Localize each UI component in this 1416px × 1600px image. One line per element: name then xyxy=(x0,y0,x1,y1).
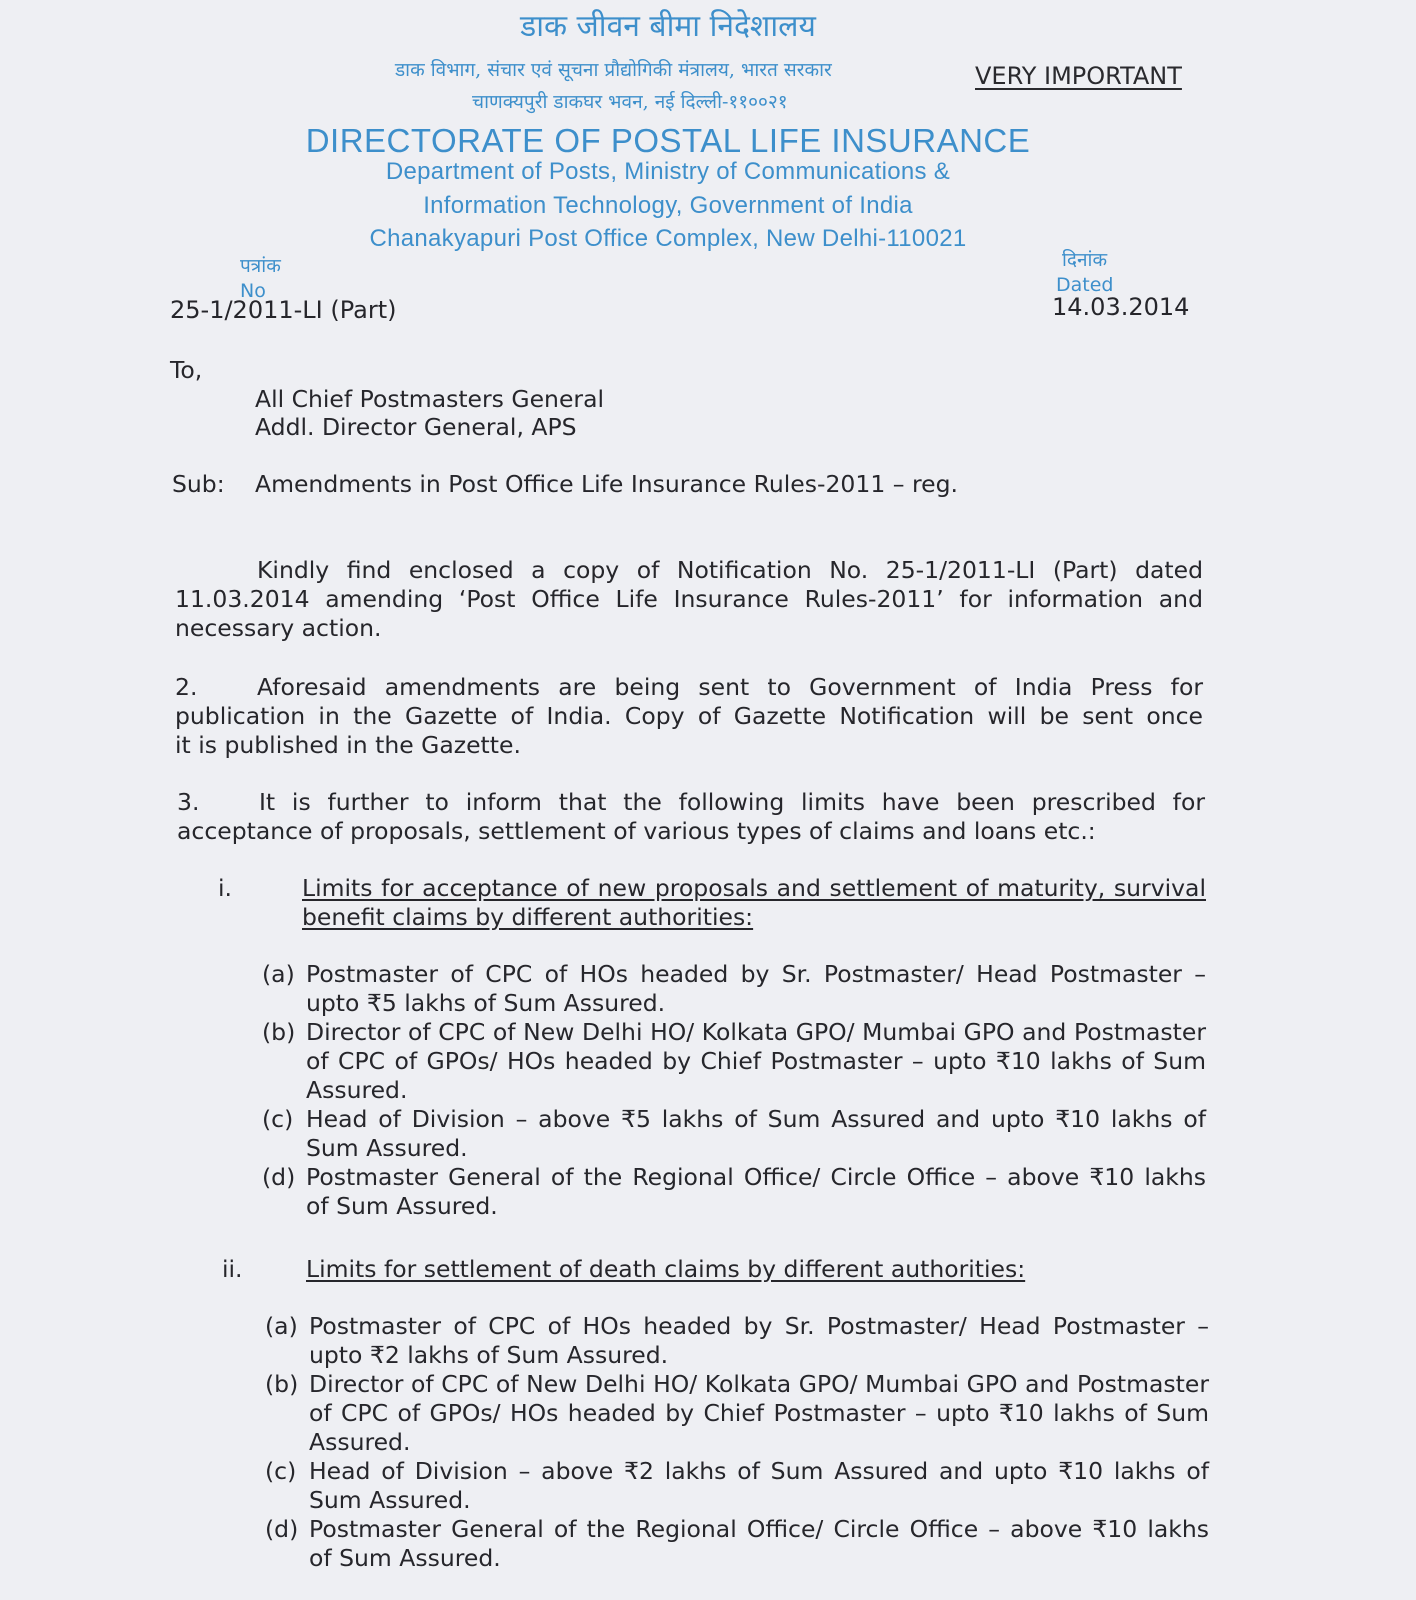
paragraph-2-number: 2. xyxy=(175,673,198,701)
paragraph-1-line: Kindly find enclosed a copy of Notification No. 25-1/2011-LI (Part) dated xyxy=(257,556,1203,584)
paragraph-1-line: 11.03.2014 amending ‘Post Office Life Insurance Rules-2011’ for information and xyxy=(175,585,1203,613)
letterhead-hindi-line2: चाणक्यपुरी डाकघर भवन, नई दिल्ली-११००२१ xyxy=(472,91,788,113)
paragraph-3 xyxy=(177,788,1205,846)
list-item-text: Director of CPC of New Delhi HO/ Kolkata GPO/ Mumbai GPO and Postmaster of CPC of GPOs/ HOs headed by Chief Postmaster – upto ₹10 lakhs of Sum Assured. xyxy=(306,1018,1206,1104)
section-ii-heading: Limits for settlement of death claims by different authorities: xyxy=(306,1255,1026,1283)
list-item-text: Director of CPC of New Delhi HO/ Kolkata GPO/ Mumbai GPO and Postmaster of CPC of GPOs/ HOs headed by Chief Postmaster – upto ₹10 lakhs of Sum Assured. xyxy=(309,1370,1209,1456)
letterhead-hindi-line1: डाक विभाग, संचार एवं सूचना प्रौद्योगिकी मंत्रालय, भारत सरकार xyxy=(395,59,832,81)
letterhead-line1: Department of Posts, Ministry of Communications & xyxy=(385,158,951,185)
paragraph-1 xyxy=(175,556,1203,643)
ref-date: 14.03.2014 xyxy=(1052,293,1190,321)
subject-label: Sub: xyxy=(172,470,225,498)
list-item-marker: (a) xyxy=(265,1312,298,1340)
list-item-marker: (a) xyxy=(262,960,295,988)
letterhead-hindi-title: डाक जीवन बीमा निदेशालय xyxy=(520,9,816,44)
list-item xyxy=(265,1515,1209,1573)
list-item-text: Postmaster General of the Regional Office/ Circle Office – above ₹10 lakhs of Sum Assured. xyxy=(309,1515,1209,1572)
paragraph-1-line: necessary action. xyxy=(175,614,382,642)
list-item-marker: (d) xyxy=(262,1163,296,1191)
paragraph-2-line: it is published in the Gazette. xyxy=(175,731,521,759)
letterhead-line2: Information Technology, Government of India xyxy=(423,192,913,219)
letterhead-title: DIRECTORATE OF POSTAL LIFE INSURANCE xyxy=(305,122,1031,159)
list-item xyxy=(262,960,1206,1018)
ref-number: 25-1/2011-LI (Part) xyxy=(170,296,397,324)
paragraph-3-line: acceptance of proposals, settlement of various types of claims and loans etc.: xyxy=(177,817,1096,845)
ref-no-label-hindi: पत्रांक xyxy=(240,255,281,277)
list-item xyxy=(265,1312,1209,1370)
paragraph-3-number: 3. xyxy=(177,788,200,816)
paragraph-2 xyxy=(175,673,1203,760)
section-i-heading: Limits for acceptance of new proposals and settlement of maturity, survival benefit claims by different authorities: xyxy=(302,874,1206,931)
section-i-number: i. xyxy=(218,874,232,902)
list-item-marker: (c) xyxy=(262,1105,294,1133)
priority-label: VERY IMPORTANT xyxy=(975,62,1182,90)
letterhead-line3: Chanakyapuri Post Office Complex, New Delhi-110021 xyxy=(369,225,967,252)
list-item-text: Head of Division – above ₹2 lakhs of Sum Assured and upto ₹10 lakhs of Sum Assured. xyxy=(309,1457,1209,1514)
list-item xyxy=(265,1370,1209,1457)
addressee-line2: Addl. Director General, APS xyxy=(255,413,577,441)
section-ii-list xyxy=(265,1312,1209,1573)
list-item-marker: (c) xyxy=(265,1457,297,1485)
subject-text: Amendments in Post Office Life Insurance Rules-2011 – reg. xyxy=(255,470,958,498)
ref-date-label: Dated xyxy=(1056,274,1114,296)
list-item-marker: (b) xyxy=(265,1370,299,1398)
addressee-line1: All Chief Postmasters General xyxy=(255,385,605,413)
list-item-marker: (d) xyxy=(265,1515,299,1543)
list-item xyxy=(262,1018,1206,1105)
section-i-list xyxy=(262,960,1206,1221)
list-item-text: Head of Division – above ₹5 lakhs of Sum Assured and upto ₹10 lakhs of Sum Assured. xyxy=(306,1105,1206,1162)
paragraph-2-line: publication in the Gazette of India. Copy of Gazette Notification will be sent once xyxy=(175,702,1203,730)
to-label: To, xyxy=(170,356,203,384)
list-item-text: Postmaster of CPC of HOs headed by Sr. Postmaster/ Head Postmaster – upto ₹2 lakhs of Sum Assured. xyxy=(309,1312,1209,1369)
ref-no-label: No xyxy=(240,280,266,302)
section-ii-number: ii. xyxy=(222,1255,243,1283)
list-item xyxy=(262,1105,1206,1163)
list-item xyxy=(265,1457,1209,1515)
list-item-text: Postmaster General of the Regional Office/ Circle Office – above ₹10 lakhs of Sum Assured. xyxy=(306,1163,1206,1220)
list-item xyxy=(262,1163,1206,1221)
list-item-marker: (b) xyxy=(262,1018,296,1046)
list-item-text: Postmaster of CPC of HOs headed by Sr. Postmaster/ Head Postmaster – upto ₹5 lakhs of Sum Assured. xyxy=(306,960,1206,1017)
ref-date-label-hindi: दिनांक xyxy=(1062,249,1108,271)
paragraph-2-line: Aforesaid amendments are being sent to Government of India Press for xyxy=(257,673,1203,701)
paragraph-3-line: It is further to inform that the following limits have been prescribed for xyxy=(259,788,1205,816)
